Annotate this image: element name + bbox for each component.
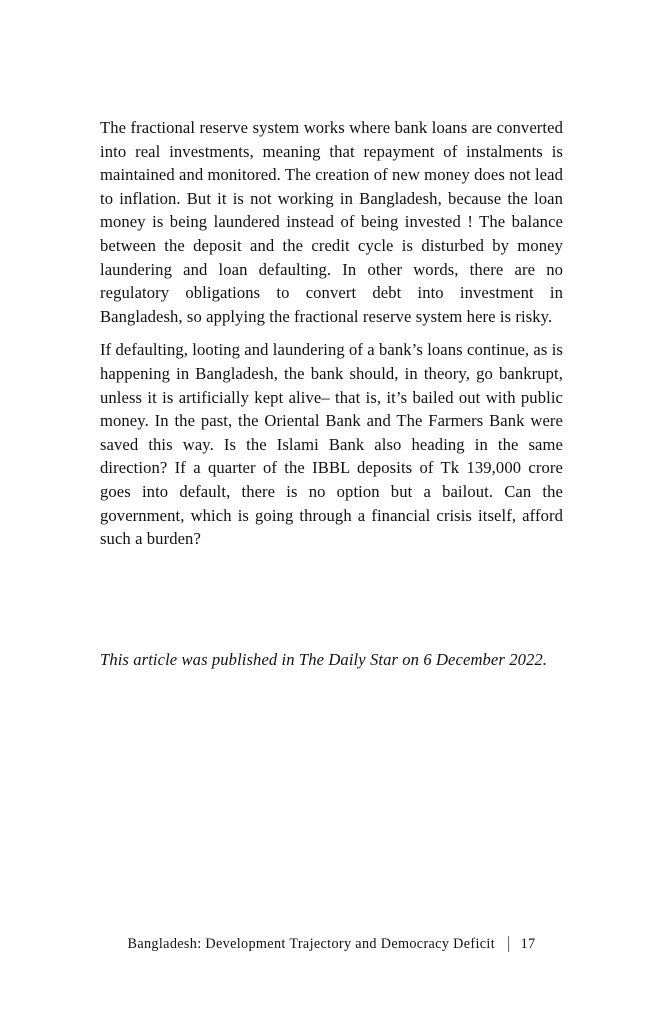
page-footer <box>0 934 663 954</box>
page-body-text <box>100 116 563 551</box>
footer-separator-icon: │ <box>504 936 514 951</box>
footer-page-number: 17 <box>520 936 536 952</box>
paragraph-bank-bailout: If defaulting, looting and laundering of a bank’s loans continue, as is happening in Bangladesh, the bank should, in theory, go bankrupt, unless it is artificially kept alive– that is, it’s bailed out with public money. In the past, the Oriental Bank and The Farmers Bank were saved this way. Is the Islami Bank also heading in the same direction? If a quarter of the IBBL deposits of Tk 139,000 crore goes into default, there is no option but a bailout. Can the government, which is going through a financial crisis itself, afford such a burden? <box>100 340 563 549</box>
paragraph-fractional-reserve: The fractional reserve system works where bank loans are converted into real investments, meaning that repayment of instalments is maintained and monitored. The creation of new money does not lead to inflation. But it is not working in Bangladesh, because the loan money is being laundered instead of being invested ! The balance between the deposit and the credit cycle is disturbed by money laundering and loan defaulting. In other words, there are no regulatory obligations to convert debt into investment in Bangladesh, so applying the fractional reserve system here is risky. <box>100 118 563 326</box>
article-attribution: This article was published in The Daily Star on 6 December 2022. <box>100 650 548 669</box>
footer-book-title: Bangladesh: Development Trajectory and Democracy Deficit <box>127 936 496 952</box>
